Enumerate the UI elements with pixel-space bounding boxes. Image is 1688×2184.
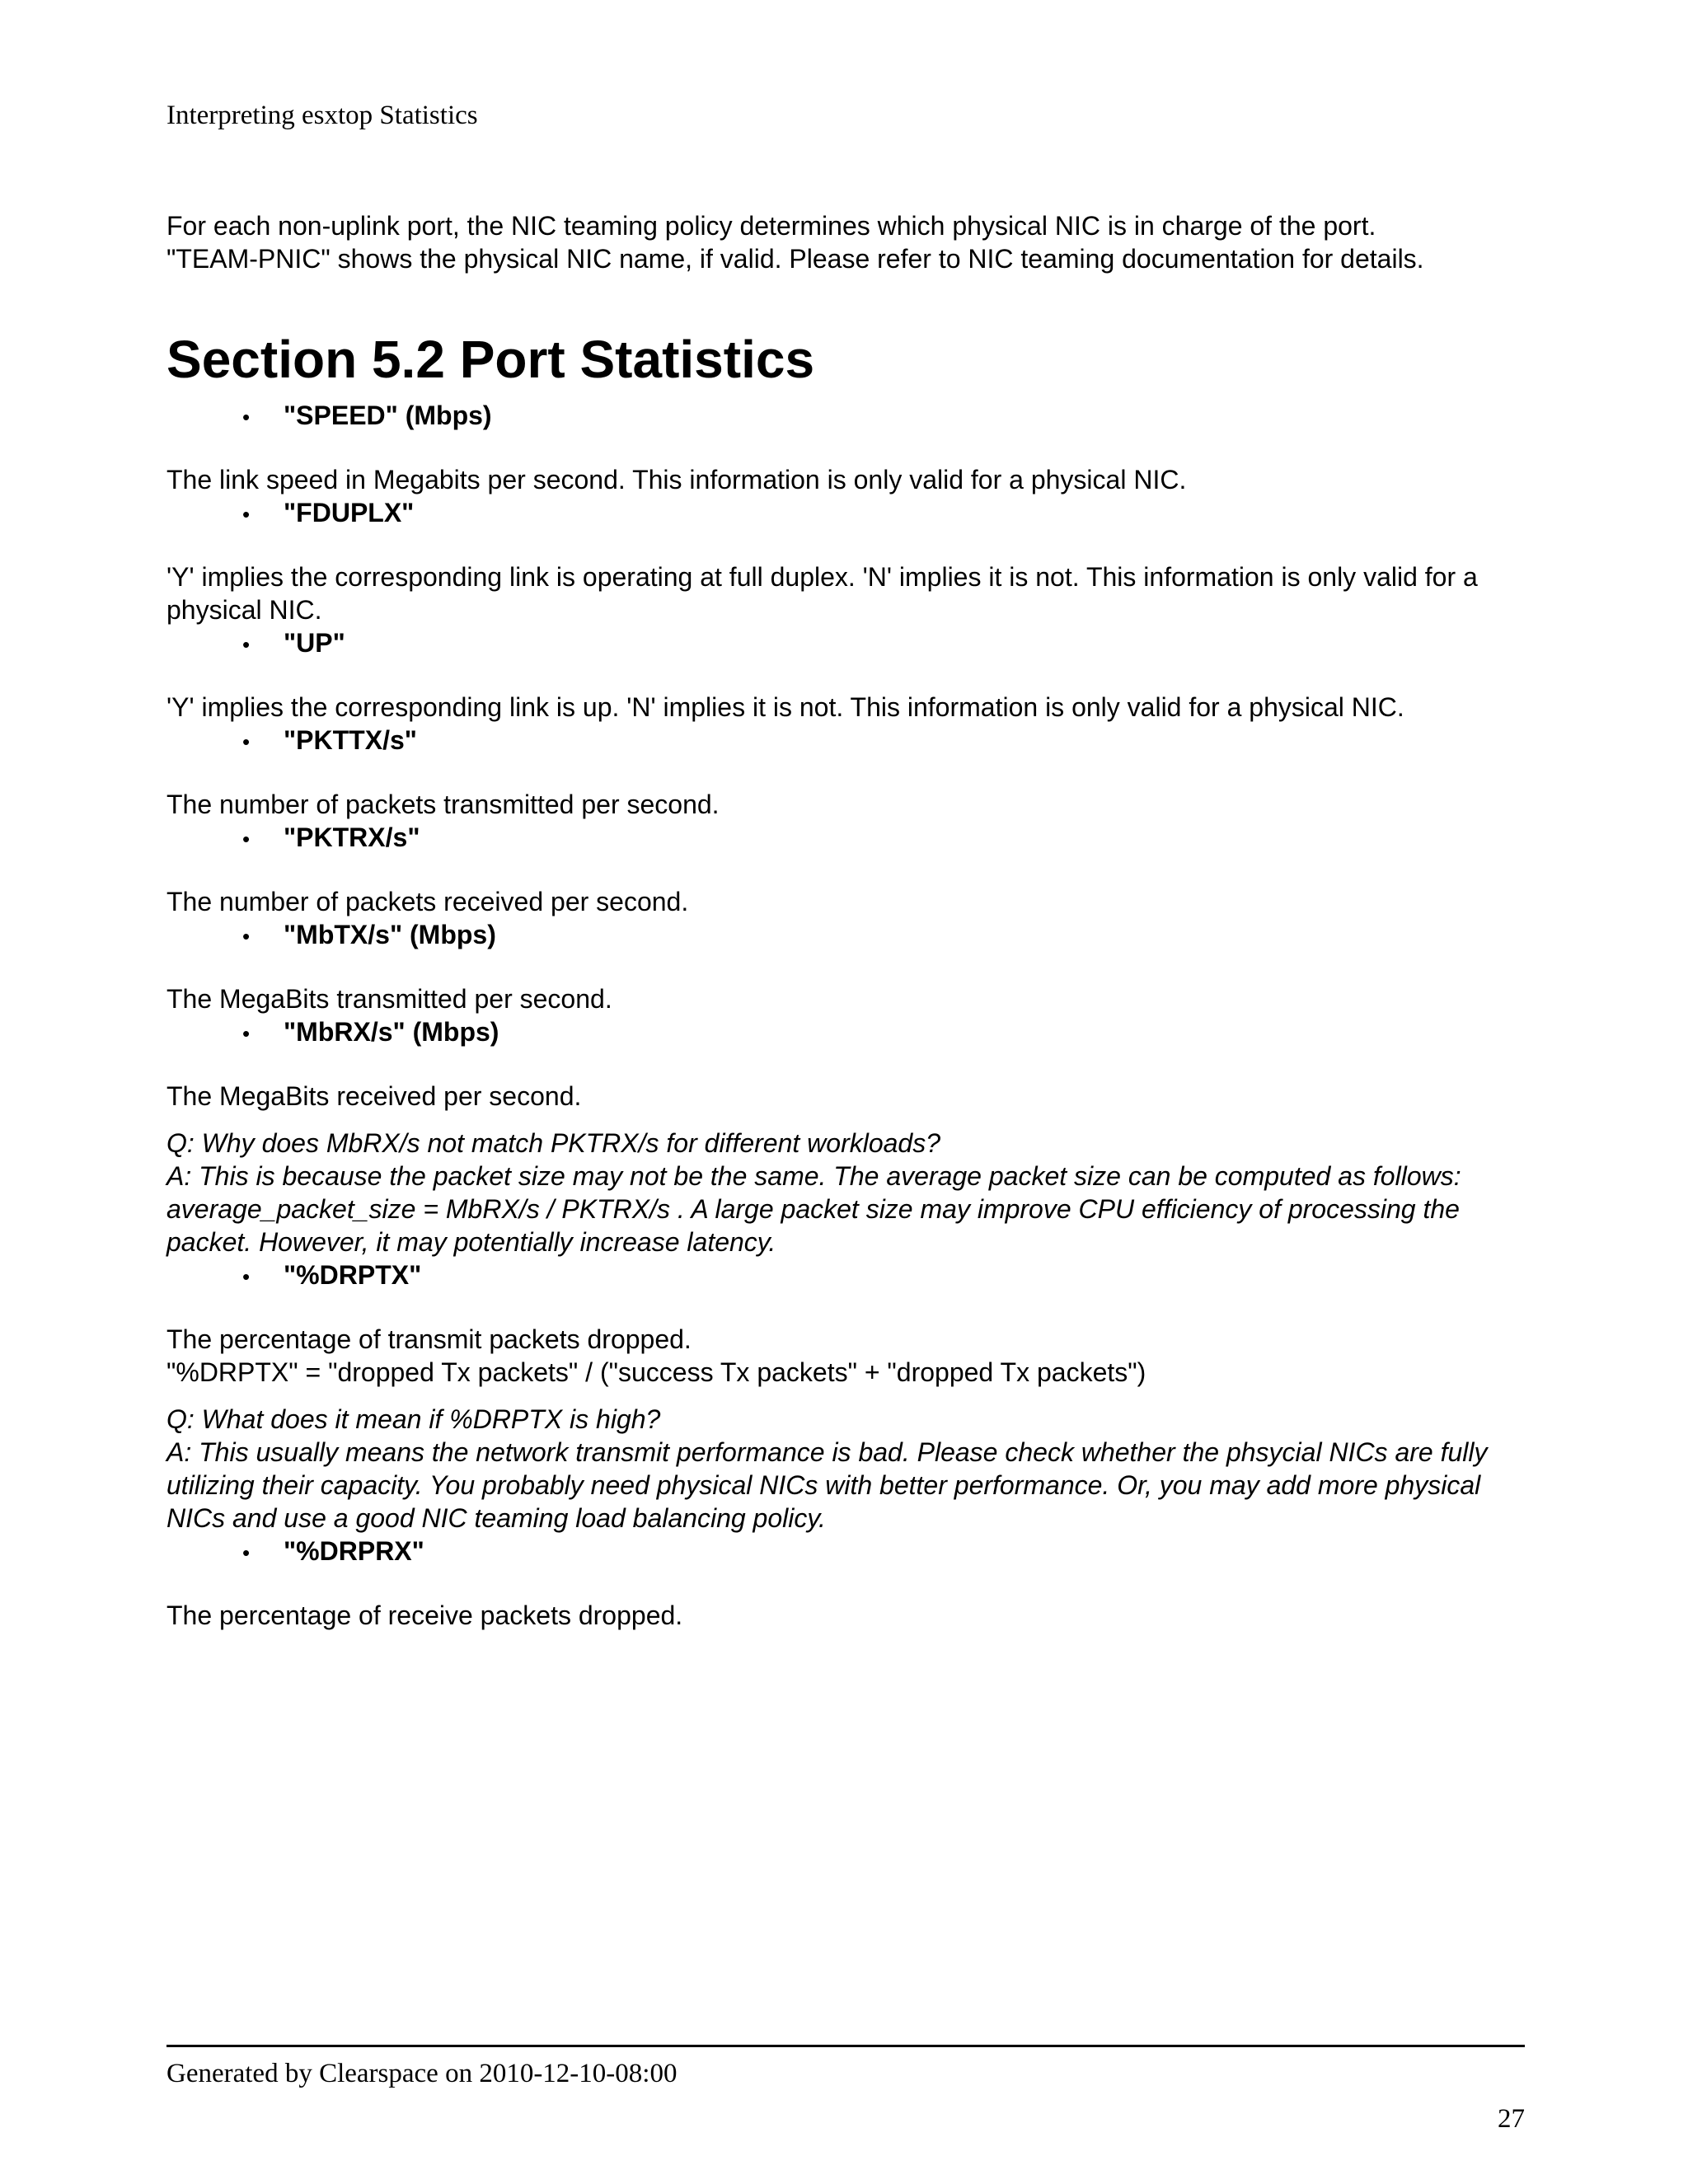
faq-question: Q: What does it mean if %DRPTX is high? <box>166 1404 661 1434</box>
metric-name: "%DRPTX" <box>284 1260 422 1290</box>
page-content <box>166 209 1526 1632</box>
bullet-icon: • <box>242 827 251 851</box>
section-heading: Section 5.2 Port Statistics <box>166 330 815 389</box>
bullet-icon: • <box>242 1264 251 1289</box>
faq-answer: A: This usually means the network transmit performance is bad. Please check whether the phsycial NICs are fully utilizing their capacity. You probably need physical NICs with better performance. Or, you may add more physical NICs and use a good NIC teaming load balancing policy. <box>166 1437 1488 1533</box>
metric-description: The link speed in Megabits per second. This information is only valid for a physical NIC. <box>166 465 1187 494</box>
list-item <box>166 918 1526 951</box>
bullet-icon: • <box>242 1021 251 1046</box>
faq-answer: A: This is because the packet size may not be the same. The average packet size can be computed as follows: average_packet_size = MbRX/s / PKTRX/s . A large packet size may improve CPU efficiency of processing the packet. However, it may potentially increase latency. <box>166 1161 1461 1257</box>
metric-name: "FDUPLX" <box>284 498 415 527</box>
metric-description: 'Y' implies the corresponding link is up. 'N' implies it is not. This information is only valid for a physical NIC. <box>166 692 1404 722</box>
intro-paragraph <box>166 209 1526 275</box>
bullet-icon: • <box>242 1540 251 1565</box>
footer-divider <box>166 2045 1525 2047</box>
metric-description: The MegaBits transmitted per second. <box>166 984 612 1014</box>
list-item <box>166 399 1526 432</box>
metric-description: 'Y' implies the corresponding link is operating at full duplex. 'N' implies it is not. This information is only valid for a physical NIC. <box>166 562 1478 625</box>
intro-line: For each non-uplink port, the NIC teaming policy determines which physical NIC is in charge of the port. <box>166 211 1376 241</box>
list-item <box>166 724 1526 757</box>
metric-name: "UP" <box>284 628 345 658</box>
metric-name: "PKTTX/s" <box>284 725 417 755</box>
list-item <box>166 821 1526 854</box>
metric-description: The MegaBits received per second. <box>166 1081 582 1111</box>
list-item <box>166 496 1526 529</box>
bullet-icon: • <box>242 405 251 429</box>
metric-description: The percentage of transmit packets dropped. <box>166 1324 692 1354</box>
bullet-icon: • <box>242 632 251 657</box>
metric-name: "MbTX/s" (Mbps) <box>284 920 496 949</box>
metric-name: "PKTRX/s" <box>284 823 420 852</box>
metric-name: "%DRPRX" <box>284 1536 424 1566</box>
metric-formula: "%DRPTX" = "dropped Tx packets" / ("success Tx packets" + "dropped Tx packets") <box>166 1357 1146 1387</box>
page-number: 27 <box>1498 2104 1525 2134</box>
metric-description: The number of packets transmitted per second. <box>166 790 720 819</box>
metric-name: "SPEED" (Mbps) <box>284 401 492 430</box>
metric-description: The number of packets received per second. <box>166 887 689 916</box>
footer-generated-text: Generated by Clearspace on 2010-12-10-08:00 <box>166 2059 678 2088</box>
list-item <box>166 1535 1526 1568</box>
metric-description: The percentage of receive packets dropped. <box>166 1601 683 1630</box>
list-item <box>166 1258 1526 1291</box>
intro-line: "TEAM-PNIC" shows the physical NIC name, if valid. Please refer to NIC teaming documentation for details. <box>166 244 1424 274</box>
faq-question: Q: Why does MbRX/s not match PKTRX/s for different workloads? <box>166 1128 941 1158</box>
running-header: Interpreting esxtop Statistics <box>166 101 478 130</box>
bullet-icon: • <box>242 729 251 754</box>
metric-name: "MbRX/s" (Mbps) <box>284 1017 499 1047</box>
list-item <box>166 626 1526 659</box>
bullet-icon: • <box>242 924 251 949</box>
bullet-icon: • <box>242 502 251 527</box>
list-item <box>166 1015 1526 1048</box>
